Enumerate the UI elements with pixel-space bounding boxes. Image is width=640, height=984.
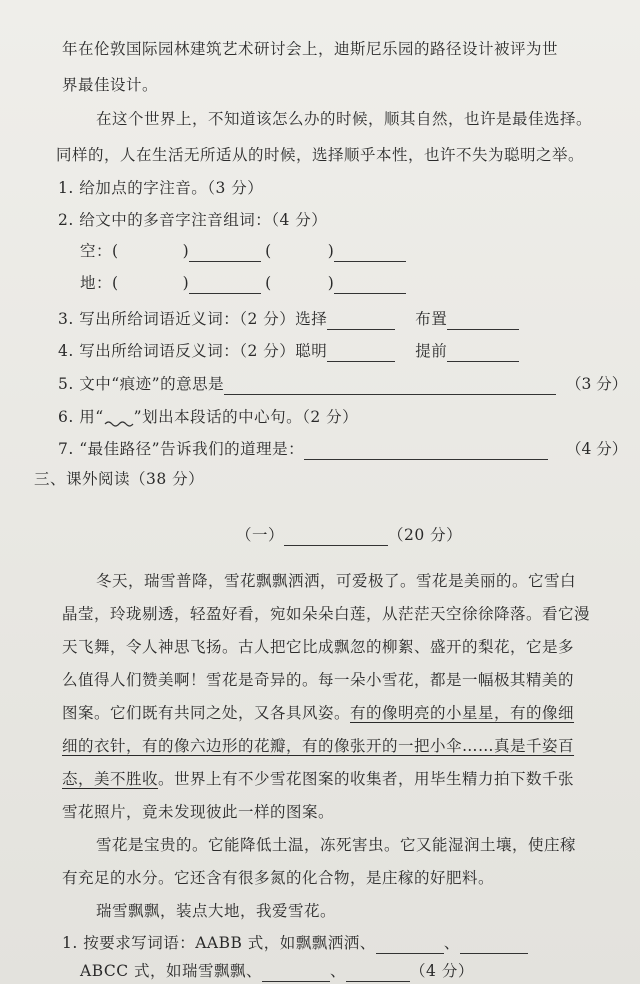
passage-line-10: 有充足的水分。它还含有很多氮的化合物，是庄稼的好肥料。: [62, 869, 495, 887]
passage-line-9: 雪花是宝贵的。它能降低土温，冻死害虫。它又能湿润土壤，使庄稼: [96, 836, 577, 854]
question-5: 5. 文中“痕迹”的意思是: [58, 373, 556, 395]
blank-antonym-1[interactable]: [327, 345, 395, 362]
question-4: 4. 写出所给词语反义词：（2 分）聪明 提前: [58, 340, 519, 362]
passage-line-7: 态，美不胜收。世界上有不少雪花图案的收集者，用毕生精力拍下数千张: [62, 770, 575, 788]
char-di: 地：: [80, 274, 113, 292]
question-7: 7. “最佳路径”告诉我们的道理是：: [58, 438, 548, 460]
blank-abcc-2[interactable]: [346, 965, 410, 982]
blank-meaning[interactable]: [224, 378, 556, 395]
blank-aabb-2[interactable]: [460, 937, 528, 954]
passage-line-2: 晶莹，玲珑剔透，轻盈好看，宛如朵朵白莲，从茫茫天空徐徐降落。看它漫: [62, 605, 591, 623]
passage-line-5: 图案。它们既有共同之处，又各具风姿。有的像明亮的小星星，有的像细: [62, 704, 575, 722]
underlined-sentence-part-4: 态，美不胜收: [62, 770, 159, 788]
reading-question-1: 1. 按要求写词语：AABB 式，如飘飘洒洒、 、: [62, 932, 528, 954]
passage-line-11: 瑞雪飘飘，装点大地，我爱雪花。: [96, 902, 337, 920]
wavy-line-icon: [104, 410, 134, 428]
section-3-heading: 三、课外阅读（38 分）: [34, 470, 205, 488]
question-3: 3. 写出所给词语近义词：（2 分）选择 布置: [58, 308, 519, 330]
reading-question-1-abcc: ABCC 式，如瑞雪飘飘、 、 （4 分）: [80, 962, 474, 980]
underlined-sentence-part-2: 细的衣针，有的像六边形的花瓣，有的像张开的一把小伞……: [62, 737, 495, 755]
question-2-row-di: 地：( ) ( ): [80, 272, 406, 294]
passage-line-6: [62, 735, 574, 757]
para1-line1: 年在伦敦国际园林建筑艺术研讨会上，迪斯尼乐园的路径设计被评为世: [62, 40, 559, 58]
char-kong: 空：: [80, 242, 113, 260]
question-6: 6. 用“ ”划出本段话的中心句。（2 分）: [58, 408, 359, 426]
blank-passage-title[interactable]: [284, 529, 388, 546]
question-2: 2. 给文中的多音字注音组词：（4 分）: [58, 211, 328, 229]
blank-antonym-2[interactable]: [447, 345, 519, 362]
underlined-sentence-part-3: 真是千姿百: [494, 737, 575, 755]
para1-line4: 同样的，人在生活无所适从的时候，选择顺乎本性，也许不失为聪明之举。: [56, 146, 585, 164]
passage-line-1: 冬天，瑞雪普降，雪花飘飘洒洒，可爱极了。雪花是美丽的。它雪白: [96, 572, 577, 590]
blank-aabb-1[interactable]: [376, 937, 444, 954]
reading-1-title: （一） （20 分）: [236, 526, 463, 544]
passage-line-3: 天飞舞，令人神思飞扬。古人把它比成飘忽的柳絮、盛开的梨花，它是多: [62, 638, 575, 656]
blank-synonym-1[interactable]: [327, 313, 395, 330]
blank-lesson[interactable]: [304, 443, 548, 460]
passage-line-8: 雪花照片，竟未发现彼此一样的图案。: [62, 803, 335, 821]
para1-line3: 在这个世界上，不知道该怎么办的时候，顺其自然，也许是最佳选择。: [96, 110, 593, 128]
blank-kong-1[interactable]: [189, 245, 261, 262]
blank-abcc-1[interactable]: [262, 965, 330, 982]
blank-di-2[interactable]: [334, 277, 406, 294]
underlined-sentence-part-1: 有的像明亮的小星星，有的像细: [350, 704, 575, 722]
question-1: 1. 给加点的字注音。（3 分）: [58, 179, 264, 197]
para1-line2: 界最佳设计。: [62, 76, 159, 94]
passage-line-4: 么值得人们赞美啊！雪花是奇异的。每一朵小雪花，都是一幅极其精美的: [62, 671, 575, 689]
blank-synonym-2[interactable]: [447, 313, 519, 330]
question-2-row-kong: 空：( ) ( ): [80, 240, 406, 262]
blank-kong-2[interactable]: [334, 245, 406, 262]
question-7-score: （4 分）: [566, 440, 628, 458]
blank-di-1[interactable]: [189, 277, 261, 294]
question-5-score: （3 分）: [566, 375, 628, 393]
